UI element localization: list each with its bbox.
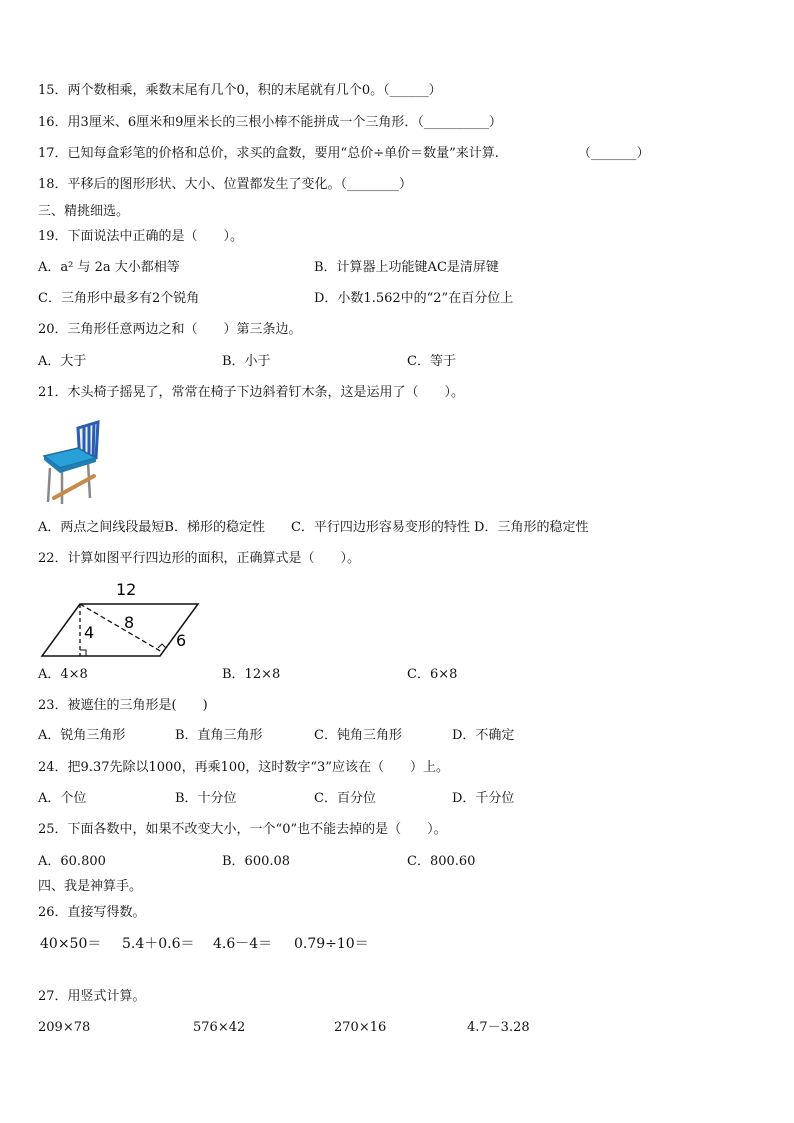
q24-option-a: A．个位 <box>38 791 87 806</box>
diagonal-wood-strip <box>54 476 94 498</box>
q25-option-b: B．600.08 <box>222 854 291 869</box>
question-27: 27．用竖式计算。 <box>38 989 146 1004</box>
q25-option-c: C．800.60 <box>407 854 476 869</box>
q23-option-c: C．钝角三角形 <box>314 728 402 743</box>
question-21: 21．木头椅子摇晃了，常常在椅子下边斜着钉木条，这是运用了（ ）。 <box>38 385 465 400</box>
label-6: 6 <box>176 631 187 650</box>
section-3-heading: 三、精挑细选。 <box>38 204 130 219</box>
q24-option-b: B．十分位 <box>175 791 237 806</box>
right-angle-mark <box>80 650 86 656</box>
question-22: 22．计算如图平行四边形的面积，正确算式是（ ）。 <box>38 551 361 566</box>
question-20: 20．三角形任意两边之和（ ）第三条边。 <box>38 322 302 337</box>
q21-options: A．两点之间线段最短B．梯形的稳定性 C．平行四边形容易变形的特性 D．三角形的稳定性 <box>38 520 589 535</box>
q26-item-2: 5.4＋0.6＝ <box>122 936 195 952</box>
question-26: 26．直接写得数。 <box>38 905 146 920</box>
q23-option-d: D．不确定 <box>452 728 515 743</box>
q26-item-3: 4.6－4＝ <box>213 936 273 952</box>
question-17-blank: （_______） <box>578 146 650 161</box>
q20-option-b: B．小于 <box>222 354 271 369</box>
q26-item-4: 0.79÷10＝ <box>294 936 369 952</box>
q24-option-c: C．百分位 <box>314 791 376 806</box>
question-18: 18．平移后的图形形状、大小、位置都发生了变化。（________） <box>38 177 413 192</box>
q20-option-c: C．等于 <box>407 354 456 369</box>
q27-item-2: 576×42 <box>193 1020 246 1035</box>
q23-option-b: B．直角三角形 <box>175 728 263 743</box>
parallelogram-figure <box>38 578 208 662</box>
q19-option-c: C．三角形中最多有2个锐角 <box>38 291 200 306</box>
q22-option-b: B．12×8 <box>222 667 281 682</box>
question-16: 16．用3厘米、6厘米和9厘米长的三根小棒不能拼成一个三角形．（__________） <box>38 115 502 130</box>
right-angle-mark-2 <box>158 644 166 648</box>
q24-option-d: D．千分位 <box>452 791 515 806</box>
q25-option-a: A．60.800 <box>38 854 106 869</box>
parallelogram-shape <box>42 604 198 656</box>
q27-item-1: 209×78 <box>38 1020 91 1035</box>
q27-item-3: 270×16 <box>334 1020 387 1035</box>
label-12: 12 <box>116 580 137 599</box>
question-17: 17．已知每盒彩笔的价格和总价，求买的盒数，要用“总价÷单价＝数量”来计算. <box>38 146 499 161</box>
label-4: 4 <box>84 623 95 642</box>
label-8: 8 <box>124 613 135 632</box>
question-24: 24．把9.37先除以1000，再乘100，这时数字“3”应该在（ ）上。 <box>38 760 449 775</box>
q26-item-1: 40×50＝ <box>40 936 102 952</box>
q22-option-c: C．6×8 <box>407 667 458 682</box>
chair-image <box>40 418 110 506</box>
q19-option-a: A．a² 与 2a 大小都相等 <box>38 260 180 275</box>
q19-option-b: B．计算器上功能键AC是清屏键 <box>314 260 499 275</box>
q19-option-d: D．小数1.562中的“2”在百分位上 <box>314 291 514 306</box>
question-19: 19．下面说法中正确的是（ ）。 <box>38 229 244 244</box>
q20-option-a: A．大于 <box>38 354 87 369</box>
question-15: 15．两个数相乘，乘数末尾有几个0，积的末尾就有几个0。（______） <box>38 83 442 98</box>
q27-item-4: 4.7－3.28 <box>467 1020 530 1035</box>
section-4-heading: 四、我是神算手。 <box>38 879 143 894</box>
question-23: 23．被遮住的三角形是( ) <box>38 698 208 713</box>
q22-option-a: A．4×8 <box>38 667 88 682</box>
question-25: 25．下面各数中，如果不改变大小，一个“0”也不能去掉的是（ ）。 <box>38 822 447 837</box>
q23-option-a: A．锐角三角形 <box>38 728 126 743</box>
